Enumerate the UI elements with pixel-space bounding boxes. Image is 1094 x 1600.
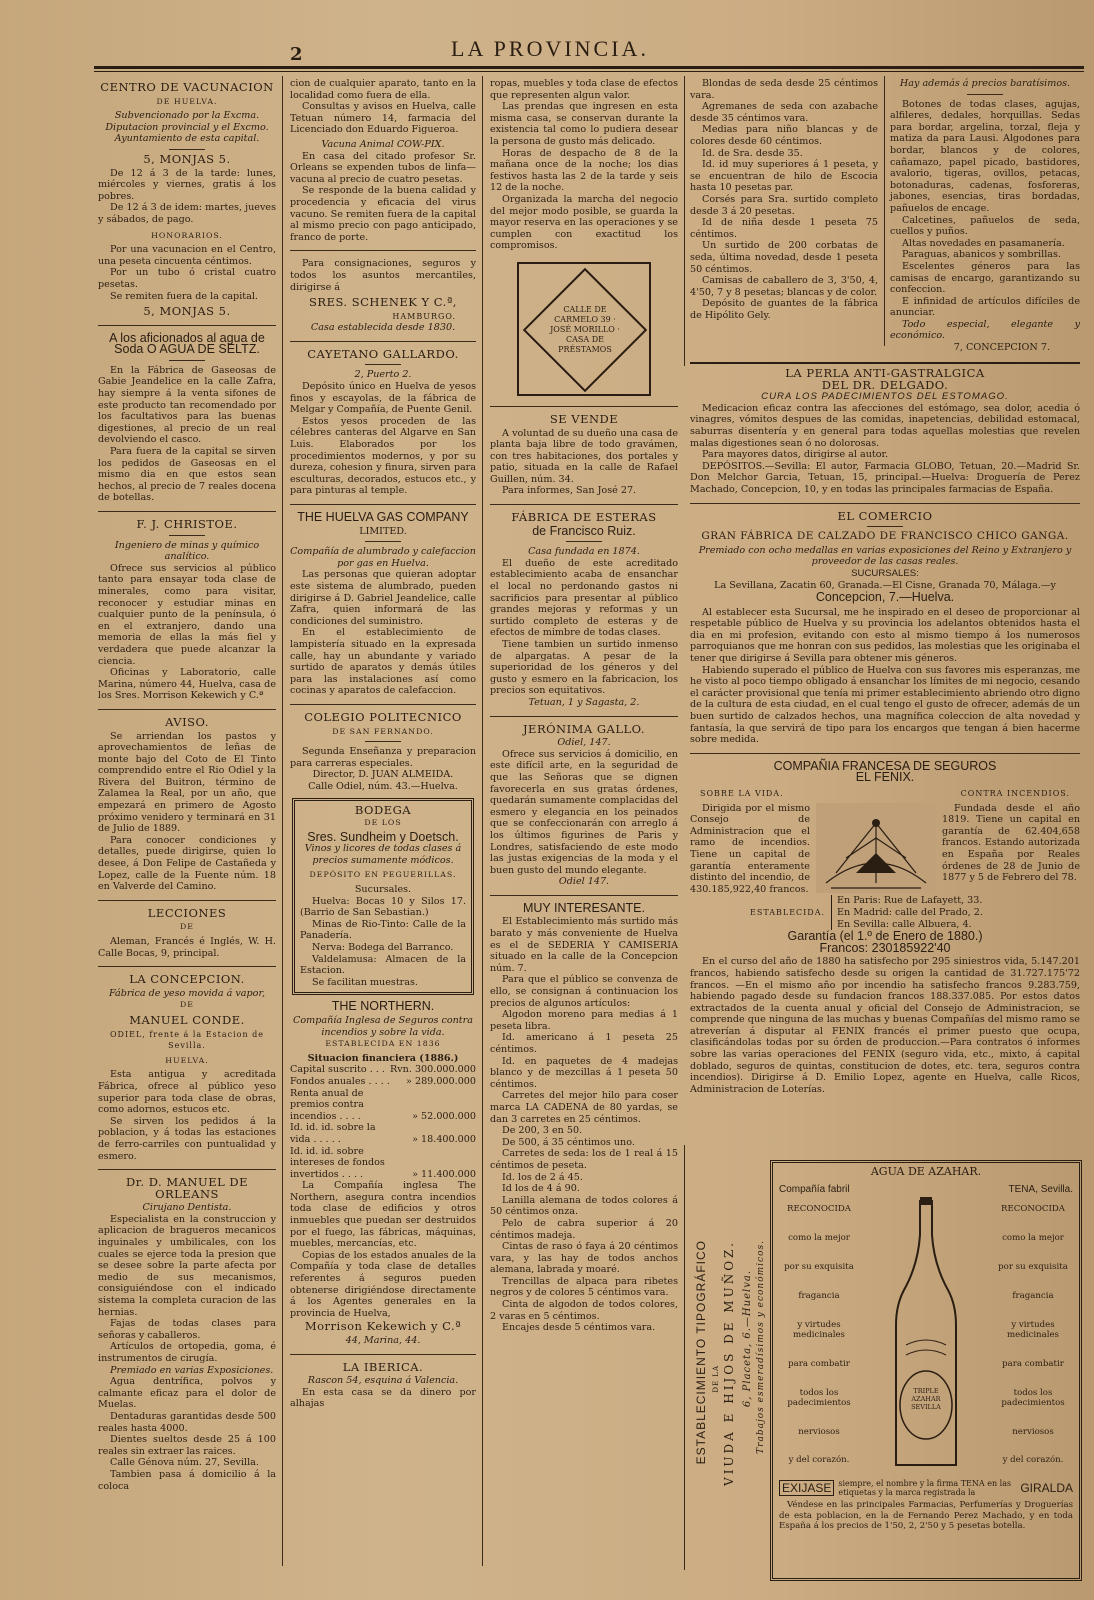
phoenix-icon <box>816 803 936 893</box>
schenek-established: Casa establecida desde 1830. <box>310 322 456 334</box>
azahar-giralda: GIRALDA <box>1020 1481 1073 1495</box>
column-divider <box>482 76 483 1566</box>
row-label: Renta anual de premios contra incendios . . . . <box>290 1087 364 1122</box>
vende-title: SE VENDE <box>549 411 619 426</box>
vacunacion-text: Se remiten fuera de la capital. <box>110 290 258 302</box>
azahar-left-line: fragancia <box>798 1291 840 1302</box>
row-value: » 289.000.000 <box>406 1075 476 1087</box>
esteras-text: Tiene tambien un surtido inmenso de alpargatas. A pesar de la superioridad de los géneros y del gusto y esmero en la fabricacion, los precios son equitativos. <box>490 639 678 697</box>
azahar-exijase-text: siempre, el nombre y la firma TENA en las etiquetas y la marca registrada la <box>838 1479 1012 1497</box>
fenix-text: En el curso del año de 1880 ha satisfecho por 295 siniestros vida, 5.147.201 francos, habiendo satisfecho desde su origen la cantidad de 31.727.175'72 francos. —En el mismo año por incendio ha satisfecho francos 9.283.759, habiendo pagado desde su fundacion francos 188.337.085. Por estos datos extractados de la cuenta anual y oficial del Consejo de Administracion, se comprende que ninguna de las muchas y buenas Compañías del mismo ramo se atreverían á disputar al FENIX francés el primer puesto que ocupa, clasificándolas todas por su órden de produccion.—Para contratos ó informes sobre las varias operaciones del FENIX (seguro vida, etc., mixto, á capital doblado, seguros de quintas, constitucion de dotes, etc. tera, seguros contra incendios). Dirigirse á D. Emilio Lopez, agente en Huelva, calle Ricos, Administracion de Loterías. <box>690 956 1080 1095</box>
jeronima-title: JERÓNIMA GALLO. <box>522 721 646 736</box>
top-rule <box>94 66 1084 69</box>
section-rule <box>290 504 476 505</box>
tipografico-line5: Trabajos esmeradísimos y económicos. <box>756 1240 766 1454</box>
price-item: Id los de 4 á 90. <box>502 1183 580 1195</box>
price-item: Id. los de 2 á 45. <box>502 1171 583 1183</box>
column-divider <box>884 76 885 346</box>
gas-text: Las personas que quieran adoptar este sistema de alumbrado, pueden dirigirse á D. Gabriel Jeandelice, calle Zafra, quien informará de las condiciones del suministro. <box>290 569 476 627</box>
price-item: Algodon moreno para medias á 1 peseta libra. <box>490 1009 678 1032</box>
northern-subtitle: Compañía Inglesa de Seguros contra incendios y sobre la vida. <box>293 1014 473 1038</box>
vende-text: A voluntad de su dueño una casa de planta baja libre de todo gravámen, con tres habitaciones, dos portales y patio, situada en la calle de Rafael Guillen, núm. 34. <box>490 427 678 485</box>
azahar-right-line: para combatir <box>1002 1358 1064 1369</box>
vacunacion-title: CENTRO DE VACUNACION <box>100 80 274 94</box>
fenix-branches <box>690 788 1080 800</box>
price-item: Cintas de raso ó faya á 20 céntimos vara, y las hay de todos anchos alemana, labrada y moaré. <box>490 1241 678 1276</box>
iberica-continuation: ropas, muebles y toda clase de efectos que representen algun valor. <box>490 78 678 101</box>
price-item: Corsés para Sra. surtido completo desde 3 á 20 pesetas. <box>690 193 878 217</box>
colegio-title: COLEGIO POLITECNICO <box>304 709 462 724</box>
price-item: Lanilla alemana de todos colores á 50 céntimos onza. <box>490 1194 678 1218</box>
vacunacion-address-2: 5, MONJAS 5. <box>143 304 231 319</box>
tipografico-line2: DE LA <box>712 1365 720 1393</box>
wide-section <box>690 362 1080 1142</box>
vacuna-title: Vacuna Animal COW-PIX. <box>321 138 445 150</box>
northern-financial-table <box>290 1064 476 1180</box>
northern-text: Copias de los estados anuales de la Compañía y toda clase de detalles referentes á seguros pueden obtenerse dirigiéndose directamente á los Agentes generales en la provincia de Huelva, <box>290 1249 476 1319</box>
orleans-text: Calle Génova núm. 27, Sevilla. <box>110 1457 259 1469</box>
orleans-text: Artículos de ortopedia, goma, é instrumentos de cirugía. <box>98 1341 276 1364</box>
christoe-text: Ofrece sus servicios al público tanto para ensayar toda clase de minerales, como para visitar, reconocer y estudiar minas en cualquier punto de la península, ó en el extranjero, dando una memoria de ellas la más fiel y verdadera que puede alcanzar la ciencia. <box>98 562 276 667</box>
bodega-subtitle: Vinos y licores de todas clases á precios sumamente módicos. <box>304 843 462 866</box>
price-item: Calcetines, pañuelos de seda, cuellos y puños. <box>890 214 1080 238</box>
diamond-frame <box>523 268 647 392</box>
section-rule <box>490 504 678 505</box>
column-1 <box>98 78 276 1578</box>
price-item: E infinidad de artículos difíciles de anunciar. <box>890 295 1080 319</box>
azahar-right-line: fragancia <box>1012 1291 1054 1302</box>
column-divider <box>684 1145 685 1570</box>
azahar-title: AGUA DE AZAHAR. <box>870 1165 982 1178</box>
orleans-consultas: Consultas y avisos en Huelva, calle Tetuan número 14, farmacia del Licenciado don Eduardo Figueroa. <box>290 101 476 136</box>
price-item: Altas novedades en pasamanería. <box>902 237 1065 249</box>
price-item: Id. id muy superiores á 1 peseta, y se encuentran de hilo de Escocia hasta 10 pesetas par. <box>690 159 878 194</box>
bodega-name: Sres. Sundheim y Doetsch. <box>307 829 459 844</box>
fenix-location: En Madrid: calle del Prado, 2. <box>837 906 983 918</box>
bodega-ad-box <box>292 798 474 995</box>
perla-text: Para mayores datos, dirigirse al autor. <box>702 449 889 461</box>
fenix-left-text: Dirigida por el mismo Consejo de Administracion que el ramo de incendios. Tiene un capital de garantía enteramente distinto del incendio, de 430.185,922,40 francos. <box>690 802 810 895</box>
azahar-body <box>773 1195 1079 1475</box>
lecciones-title: LECCIONES <box>147 905 227 920</box>
row-label: Id. id. id. sobre la vida . . . . . <box>290 1122 376 1145</box>
concepcion-address: 7, CONCEPCION 7. <box>953 342 1050 354</box>
price-item: Medias para niño blancas y de colores desde 60 céntimos. <box>690 124 878 147</box>
column-4 <box>690 78 878 346</box>
soda-title: A los aficionados al agua de Soda O AGUA DE SELTZ. <box>109 330 265 357</box>
concepcion-text: Esta antigua y acreditada Fábrica, ofrece al público yeso superior para toda clase de obras, como adornos, estucos etc. <box>98 1069 276 1116</box>
table-row <box>290 1146 476 1181</box>
price-item: Id de niña desde 1 peseta 75 céntimos. <box>690 217 878 240</box>
section-rule <box>690 503 1080 504</box>
northern-text: La Compañía inglesa The Northern, asegura contra incendios toda clase de edificios y otros inmuebles que puedan ser destruidos por el fuego, las fábricas, máquinas, muebles, mercancías, etc. <box>290 1180 476 1250</box>
vacunacion-text: Por una vacunacion en el Centro, una peseta cincuenta céntimos. <box>98 244 276 267</box>
comercio-text: Al establecer esta Sucursal, me he inspirado en el deseo de proporcionar al respetable público de Huelva y su provincia los adelantos obtenidos hasta el dia en mi profesion, evitando con esto al mismo tiempo á los numerosos parroquianos que me honran con sus pedidos, las molestias que les originaba el tener que dirigirse á Sevilla para obtener mis géneros. <box>690 606 1080 665</box>
azahar-right-line: todos los padecimientos <box>1001 1387 1065 1408</box>
price-item: Carretes del mejor hilo para coser marca LA CADENA de 80 yardas, se dan 3 carretes en 25 céntimos. <box>490 1090 678 1125</box>
azahar-right-list <box>987 1195 1079 1475</box>
section-rule <box>98 900 276 901</box>
lecciones-text: Aleman, Francés é Inglés, W. H. Calle Bocas, 9, principal. <box>98 936 276 959</box>
separator <box>867 526 903 527</box>
azahar-left-line: nerviosos <box>798 1426 840 1437</box>
azahar-footer: Véndese en las principales Farmacias, Perfumerías y Droguerías de esta poblacion, en la de Fernando Perez Machado, y en toda España á los precios de 1'50, 2, 2'50 y 5 pesetas botella. <box>779 1500 1073 1531</box>
section-rule <box>490 406 678 407</box>
bottle-label: TRIPLE AZAHAR SEVILLA <box>911 1387 941 1411</box>
comercio-title: EL COMERCIO <box>837 508 933 523</box>
comercio-premiado: Premiado con ocho medallas en varias exposiciones del Reino y Extranjero y proveedor de las casas reales. <box>698 544 1072 568</box>
azahar-right-line: y virtudes medicinales <box>1007 1319 1059 1340</box>
price-item: Trencillas de alpaca para ribetes negros y de colores 5 céntimos vara. <box>490 1275 678 1299</box>
aviso-text: Se arriendan los pastos y aprovechamientos de leñas de monte bajo del Coto de El Tinto comprendido entre el Rio Odiel y la Rivera del Buitron, término de Zalamea la Real, por un año, que empezará en primero de Agosto próximo venidero y terminará en 31 de Julio de 1889. <box>98 730 276 835</box>
diamond-text: CALLE DE CARMELO 39 · JOSÉ MORILLO · CASA DE PRÉSTAMOS <box>550 304 620 354</box>
azahar-left-list <box>773 1195 865 1475</box>
price-item: Cinta de algodon de todos colores, 2 varas en 5 céntimos. <box>490 1299 678 1322</box>
azahar-right-line: nerviosos <box>1012 1426 1054 1437</box>
gas-text: En el establecimiento de lampistería situado en la expresada calle, hay un abundante y variado surtido de aparatos y demás útiles para las instalaciones así como cocinas y aparatos de calefaccion. <box>290 627 476 697</box>
esteras-name: de Francisco Ruiz. <box>532 523 636 538</box>
azahar-left-title: Compañía fabril <box>779 1184 850 1195</box>
gas-title: THE HUELVA GAS COMPANY <box>297 510 469 524</box>
azahar-right-line: RECONOCIDA <box>1001 1204 1065 1215</box>
azahar-left-line: y del corazón. <box>788 1455 850 1466</box>
comercio-subtitle: GRAN FÁBRICA DE CALZADO DE FRANCISCO CHICO GANGA. <box>701 530 1069 543</box>
price-item: Paraguas, abanicos y sombrillas. <box>902 249 1061 261</box>
jeronima-address: Odiel, 147. <box>557 737 611 749</box>
azahar-right-line: por su exquisita <box>998 1262 1068 1273</box>
concepcion-owner: MANUEL CONDE. <box>129 1012 245 1027</box>
concepcion-location: ODIEL, frente á la Estacion de Sevilla. <box>109 1029 265 1051</box>
section-rule <box>490 716 678 717</box>
column-2 <box>290 78 476 1578</box>
price-item: Escelentes géneros para las camisas de encargo, garantizando su confeccion. <box>890 260 1080 296</box>
comercio-main-branch: Concepcion, 7.—Huelva. <box>815 590 955 605</box>
section-rule <box>98 325 276 326</box>
price-item: Pelo de cabra superior á 20 céntimos madeja. <box>490 1217 678 1241</box>
azahar-left-line: RECONOCIDA <box>787 1204 851 1215</box>
section-rule <box>98 1169 276 1170</box>
schenek-text: Para consignaciones, seguros y todos los asuntos mercantiles, dirigirse á <box>290 258 476 293</box>
iberica-text: Organizada la marcha del negocio del mejor modo posible, se guarda la mayor reserva en las operaciones y se cumplen con exactitud los compromisos. <box>490 193 678 252</box>
fenix-establishments <box>750 895 1080 930</box>
section-rule <box>290 250 476 251</box>
price-item: Id. americano á 1 peseta 25 céntimos. <box>490 1032 678 1055</box>
fenix-locations <box>831 895 983 930</box>
azahar-right-line: y del corazón. <box>1002 1455 1064 1466</box>
column-divider <box>282 76 283 1566</box>
orleans-text: Dentaduras garantidas desde 500 reales hasta 4000. <box>98 1410 276 1434</box>
jeronima-address-2: Odiel 147. <box>558 876 610 888</box>
azahar-left-line: por su exquisita <box>784 1262 854 1273</box>
colegio-text: Segunda Enseñanza y preparacion para carreras especiales. <box>290 746 476 769</box>
northern-established: ESTABLECIDA EN 1836 <box>325 1039 441 1049</box>
column-3 <box>490 78 678 1578</box>
azahar-exijase-row <box>773 1475 1079 1497</box>
section-rule <box>490 895 678 896</box>
azahar-left-line: y virtudes medicinales <box>793 1319 845 1340</box>
separator <box>365 741 401 742</box>
separator <box>169 535 205 536</box>
vacunacion-address: 5, MONJAS 5. <box>143 151 231 166</box>
price-item: Blondas de seda desde 25 céntimos vara. <box>690 78 878 101</box>
northern-situacion: Situacion financiera (1886.) <box>307 1052 459 1064</box>
vacuna-text: En casa del citado profesor Sr. Orleans se expenden tubos de linfa—vacuna al precio de cuatro pesetas. <box>290 150 476 185</box>
interesante-title: MUY INTERESANTE. <box>522 900 645 915</box>
section-rule <box>98 966 276 967</box>
row-value: Rvn. 300.000.000 <box>390 1064 476 1076</box>
orleans-text: Premiado en varias Exposiciones. <box>110 1364 274 1376</box>
azahar-header-row <box>773 1178 1079 1195</box>
vacunacion-subtitle: DE HUELVA. <box>156 96 218 106</box>
section-rule <box>690 753 1080 754</box>
top-rule-thin <box>94 71 1084 72</box>
separator <box>566 541 602 542</box>
esteras-address: Tetuan, 1 y Sagasta, 2. <box>528 696 640 708</box>
section-rule <box>98 511 276 512</box>
christoe-text: Oficinas y Laboratorio, calle Marina, número 44, Huelva, casa de los Sres. Morrison Kekewich y C.ª <box>98 667 276 702</box>
iberica-text: Las prendas que ingresen en esta misma casa, se conservan durante la existencia tal como lo pudiera desear la persona de gusto más delicado. <box>490 101 678 147</box>
fenix-right-text: Fundada desde el año 1819. Tiene un capital en garantía de 62.404,658 francos. Estando autorizada en España por Reales órdenes de 28 de Junio de 1877 y 5 de Febrero del 78. <box>942 802 1080 884</box>
comercio-sucursales: SUCURSALES: <box>851 567 919 579</box>
table-row <box>290 1064 476 1076</box>
concepcion-text: Se sirven los pedidos á la poblacion, y á todas las estaciones de ferro-carriles con puntualidad y esmero. <box>98 1115 276 1162</box>
gallardo-title: CAYETANO GALLARDO. <box>307 346 459 361</box>
esteras-title: FÁBRICA DE ESTERAS <box>511 510 657 525</box>
price-item: Agremanes de seda con azabache desde 35 céntimos vara. <box>690 101 878 124</box>
perla-tagline: CURA LOS PADECIMIENTOS DEL ESTOMAGO. <box>761 391 1009 403</box>
perla-text: DEPÓSITOS.—Sevilla: El autor, Farmacia GLOBO, Tetuan, 20.—Madrid Sr. Don Melchor Garcia, Tetuan, 15, principal.—Huelva: Droguería de Perez Machado, Concepcion, 10, y en todas las principales farmacias de España. <box>690 460 1080 495</box>
section-rule <box>690 362 1080 364</box>
esteras-text: El dueño de este acreditado establecimiento acaba de ensanchar el local no perdonando gastos ni sacrificios para presentar al público grandes mejoras y reformas y un surtido completo de esteras y de efectos de mimbre de todas clases. <box>490 557 678 639</box>
concepcion-city: HUELVA. <box>165 1055 209 1065</box>
price-item: Id. de Sra. desde 35. <box>702 147 803 159</box>
azahar-left-line: para combatir <box>788 1358 850 1369</box>
orleans-title: Dr. D. MANUEL DE ORLEANS <box>125 1175 249 1201</box>
bodega-branch: Minas de Rio-Tinto: Calle de la Panadería. <box>300 918 466 942</box>
bodega-de: DE LOS <box>364 818 402 828</box>
esteras-established: Casa fundada en 1874. <box>528 546 640 558</box>
gallardo-address: 2, Puerto 2. <box>354 369 412 381</box>
row-label: Id. id. id. sobre intereses de fondos invertidos . . . . <box>290 1145 385 1180</box>
bodega-deposito: DEPÓSITO EN PEGUERILLAS. <box>309 870 457 880</box>
row-label: Fondos anuales . . . . <box>290 1075 390 1087</box>
lecciones-de: DE <box>180 922 194 932</box>
colegio-subtitle: DE SAN FERNANDO. <box>332 726 434 736</box>
schenek-name: SRES. SCHENEK Y C.ª, <box>309 295 457 310</box>
iberica-text: En esta casa se da dinero por alhajas <box>290 1386 476 1410</box>
azahar-left-line: como la mejor <box>788 1233 850 1244</box>
tipografico-line1: ESTABLECIMIENTO TIPOGRÁFICO <box>694 1240 708 1465</box>
vacunacion-text: Por un tubo ó cristal cuatro pesetas. <box>98 267 276 290</box>
christoe-role: Ingeniero de minas y químico analítico. <box>114 539 260 563</box>
price-item: De 500, á 35 céntimos uno. <box>502 1136 635 1148</box>
comercio-text: Habiendo superado el público de Huelva con sus favores mis esperanzas, me he visto al poco tiempo obligado á ensanchar los límites de mi negocio, cesando el carácter provisional que tenía mi primer establecimiento abriendo otro digno de la cultura de esta ciudad, en el cual tengo el gusto de ofrecer, además de un buen surtido de calzados hechos, una magnífica coleccion de alta novedad y fantasía, la que servirá de tipo para los encargos que tengan á bien hacerme sobre medida. <box>690 664 1080 746</box>
masthead-title: LA PROVINCIA. <box>451 36 649 61</box>
comercio-branch-list: La Sevillana, Zacatin 60, Granada.—El Cisne, Granada 70, Málaga.—y <box>714 579 1056 591</box>
separator <box>967 94 1003 95</box>
table-row <box>290 1076 476 1088</box>
christoe-title: F. J. CHRISTOE. <box>136 517 238 531</box>
fenix-location: En Sevilla: calle Albuera, 4. <box>837 918 972 930</box>
price-item: Encajes desde 5 céntimos vara. <box>502 1322 656 1334</box>
row-label: Capital suscrito . . . <box>290 1064 385 1076</box>
perla-text: Medicacion eficaz contra las afecciones del estómago, sea dolor, acedia ó vinagres, vómitos despues de las comidas, inapetencias, debilidad estomacal, saburras disentería y en general para todas aquellas molestias que revelen malas digestiones sean ó no dolorosas. <box>690 402 1080 449</box>
row-value: » 11.400.000 <box>412 1168 476 1180</box>
section-rule <box>290 704 476 705</box>
bodega-branch: Valdelamusa: Almacen de la Estacion. <box>300 953 466 977</box>
northern-title: THE NORTHERN. <box>331 999 435 1014</box>
azahar-right-title: TENA, Sevilla. <box>1008 1184 1073 1195</box>
fenix-francos: Francos: 230185922'40 <box>819 940 951 955</box>
bodega-branch: Se facilitan muestras. <box>312 976 418 988</box>
section-rule <box>98 709 276 710</box>
price-item: Un surtido de 200 corbatas de seda, última novedad, desde 1 peseta 50 céntimos. <box>690 240 878 275</box>
perla-subtitle: DEL DR. DELGADO. <box>821 377 949 392</box>
gallardo-text: Depósito único en Huelva de yesos finos y escayolas, de la fábrica de Melgar y Compañía, de Puente Genil. <box>290 381 476 416</box>
bodega-branch: Huelva: Bocas 10 y Silos 17. (Barrio de San Sebastian.) <box>300 895 466 919</box>
separator <box>365 541 401 542</box>
separator <box>365 364 401 365</box>
column-5 <box>890 78 1080 354</box>
colegio-address: Calle Odiel, núm. 43.—Huelva. <box>308 780 458 792</box>
concepcion-subtitle: Fábrica de yeso movida á vapor, <box>108 987 266 999</box>
soda-text: Para fuera de la capital se sirven los pedidos de Gaseosas en el mismo dia en que estos sean hechos, al precio de 7 reales docena de botellas. <box>98 446 276 504</box>
table-row <box>290 1088 476 1123</box>
gas-description: Compañía de alumbrado y calefaccion por gas en Huelva. <box>290 546 476 569</box>
price-item: Todo especial, elegante y económico. <box>890 318 1080 342</box>
section-rule <box>290 341 476 342</box>
aviso-title: AVISO. <box>165 714 209 729</box>
vacunacion-subsidy: Subvencionado por la Excma. Diputacion provincial y el Excmo. Ayuntamiento de esta capital. <box>105 110 269 145</box>
vacunacion-text: De 12 á 3 de idem: martes, jueves y sábados, de pago. <box>98 202 276 225</box>
interesante-text: Para que el público se convenza de ello, se consignan á continuacion los precios de algunos artículos: <box>490 974 678 1009</box>
azahar-right-line: como la mejor <box>1002 1233 1064 1244</box>
bodega-branch: Nerva: Bodega del Barranco. <box>312 942 454 953</box>
concepcion-title: LA CONCEPCION. <box>129 972 245 987</box>
page-number: 2 <box>290 44 303 65</box>
baratisimos-title: Hay además á precios baratísimos. <box>899 78 1071 89</box>
price-item: Id. en paquetes de 4 madejas blanco y de mezcillas á 1 peseta 50 céntimos. <box>490 1055 678 1090</box>
azahar-bottle <box>876 1195 976 1475</box>
azahar-exijase: EXIJASE <box>779 1480 834 1496</box>
row-value: » 52.000.000 <box>412 1110 476 1122</box>
fenix-name: EL FENIX. <box>855 770 915 785</box>
orleans-role: Cirujano Dentista. <box>142 1202 232 1214</box>
schenek-city: HAMBURGO. <box>392 311 456 321</box>
bodega-sucursales: Sucursales. <box>354 884 412 896</box>
orleans-text: Especialista en la construccion y aplicacion de bragueros mecanicos inguinales y umbilicales, con los cuales se ejerce toda la presion que se desee sobre la parte afecta por medio de sus mecanismos, consiguiéndose con el indicado sistema la completa curacion de las hernias. <box>98 1213 276 1318</box>
bodega-title: BODEGA <box>354 803 412 818</box>
column-divider <box>684 76 685 366</box>
iberica-address: Rascon 54, esquina á Valencia. <box>307 1375 459 1387</box>
price-item: Camisas de caballero de 3, 3'50, 4, 4'50, 7 y 8 pesetas; blancas y de color. <box>690 275 878 298</box>
section-rule <box>290 1354 476 1355</box>
vacunacion-text: De 12 á 3 de la tarde: lunes, miércoles y viernes, gratis á los pobres. <box>98 167 276 202</box>
tipografico-line4: 6, Placeta, 6.—Huelva. <box>742 1270 753 1408</box>
jeronima-text: Ofrece sus servicios á domicilio, en este difícil arte, en la seguridad de que las Señoras que se dignen favorecerla en sus gratas órdenes, quedarán sumamente complacidas del esmero y elegancia en los peinados que se confeccionarán con arreglo á los últimos figurines de Paris y Londres, satisfaciendo de este modo las justas exigencias de la moda y el buen gusto del mundo elegante. <box>490 748 678 876</box>
fenix-title: COMPAÑIA FRANCESA DE SEGUROS <box>773 758 997 773</box>
price-item: Depósito de guantes de la fábrica de Hipólito Gely. <box>690 298 878 321</box>
vende-text: Para informes, San José 27. <box>502 485 637 497</box>
northern-agent: Morrison Kekewich y C.ª <box>304 1319 462 1334</box>
orleans-text: Fajas de todas clases para señoras y caballeros. <box>98 1318 276 1341</box>
separator <box>169 149 205 150</box>
bottle-icon <box>876 1195 976 1475</box>
colegio-director: Director, D. JUAN ALMEIDA. <box>312 769 454 781</box>
fenix-incendios: CONTRA INCENDIOS. <box>960 789 1070 798</box>
fenix-establecida: ESTABLECIDA. <box>750 907 826 917</box>
price-item: De 200, 3 en 50. <box>502 1125 583 1137</box>
perla-title: LA PERLA ANTI-GASTRALGICA <box>785 366 985 380</box>
iberica-title: LA IBERICA. <box>342 1359 424 1374</box>
orleans-text: Agua dentrífica, polvos y calmante eficaz para el dolor de Muelas. <box>98 1376 276 1411</box>
vacuna-text: Se responde de la buena calidad y procedencia y eficacia del virus vacuno. Se remiten fuera de la capital al mismo precio con pago anticipado, franco de porte. <box>290 185 476 243</box>
row-value: » 18.400.000 <box>412 1133 476 1145</box>
table-row <box>290 1122 476 1145</box>
orleans-continuation: cion de cualquier aparato, tanto en la localidad como fuera de ella. <box>290 78 476 101</box>
vacunacion-honorarios: HONORARIOS. <box>151 230 223 240</box>
orleans-text: Dientes sueltos desde 25 á 100 reales sin extraer las raices. <box>98 1434 276 1457</box>
concepcion-de: DE <box>180 1000 194 1010</box>
gallardo-text: Estos yesos proceden de las célebres canteras del Algarve en San Luis. Elaborados por los procedimientos modernos, y por su dureza, cohesion y finura, sirven para esculturas, decorados, estucos etc., y para pinturas al temple. <box>290 415 476 497</box>
azahar-left-line: todos los padecimientos <box>787 1387 851 1408</box>
fenix-garantia: Garantía (el 1.º de Enero de 1880.) <box>787 929 983 944</box>
orleans-text: Tambien pasa á domicilio á la coloca <box>98 1468 276 1492</box>
aviso-text: Para conocer condiciones y detalles, puede dirigirse, quien lo desee, á Don Felipe de Castañeda y Lopez, calle de la Fuente núm. 18 en Valverde del Camino. <box>98 834 276 893</box>
price-item: Carretes de seda: los de 1 real á 15 céntimos de peseta. <box>490 1148 678 1171</box>
pawnshop-diamond-ad <box>517 262 651 396</box>
price-item: Botones de todas clases, agujas, alfileres, dedales, horquillas. Sedas para bordar, argelina, torzal, fleja y matiza da para Lausi. Algodones para bordar, blancos y de colores, cañamazo, papel picado, bastidores, avalorio, tigeras, ovillos, petacas, botonaduras, cadenas, fosforeras, jabones, esencias, tiras bordadas, pañuelos de encage. <box>890 98 1080 214</box>
fenix-columns <box>690 803 1080 896</box>
iberica-text: Horas de despacho de 8 de la mañana once de la noche; los dias festivos hasta las 2 de la tarde y seis 12 de la noche. <box>490 147 678 194</box>
separator <box>169 360 205 361</box>
interesante-text: El Establecimiento más surtido más barato y más conveniente de Huelva es el de SEDERIA Y CAMISERIA situado en la calle de la Concepcion núm. 7. <box>490 916 678 974</box>
fenix-vida: SOBRE LA VIDA. <box>700 789 784 798</box>
gas-subtitle: LIMITED. <box>359 525 407 537</box>
fenix-location: En Paris: Rue de Lafayett, 33. <box>837 895 983 907</box>
soda-text: En la Fábrica de Gaseosas de Gabie Jeandelice en la calle Zafra, hay siempre á la venta sifones de este producto tan recomendado por los facultativos para las buenas digestiones, al precio de un real devolviendo el casco. <box>98 364 276 446</box>
tipografico-line3: VIUDA E HIJOS DE MUÑOZ. <box>722 1240 736 1486</box>
azahar-ad-box <box>770 1160 1082 1581</box>
northern-address: 44, Marina, 44. <box>345 1335 421 1346</box>
